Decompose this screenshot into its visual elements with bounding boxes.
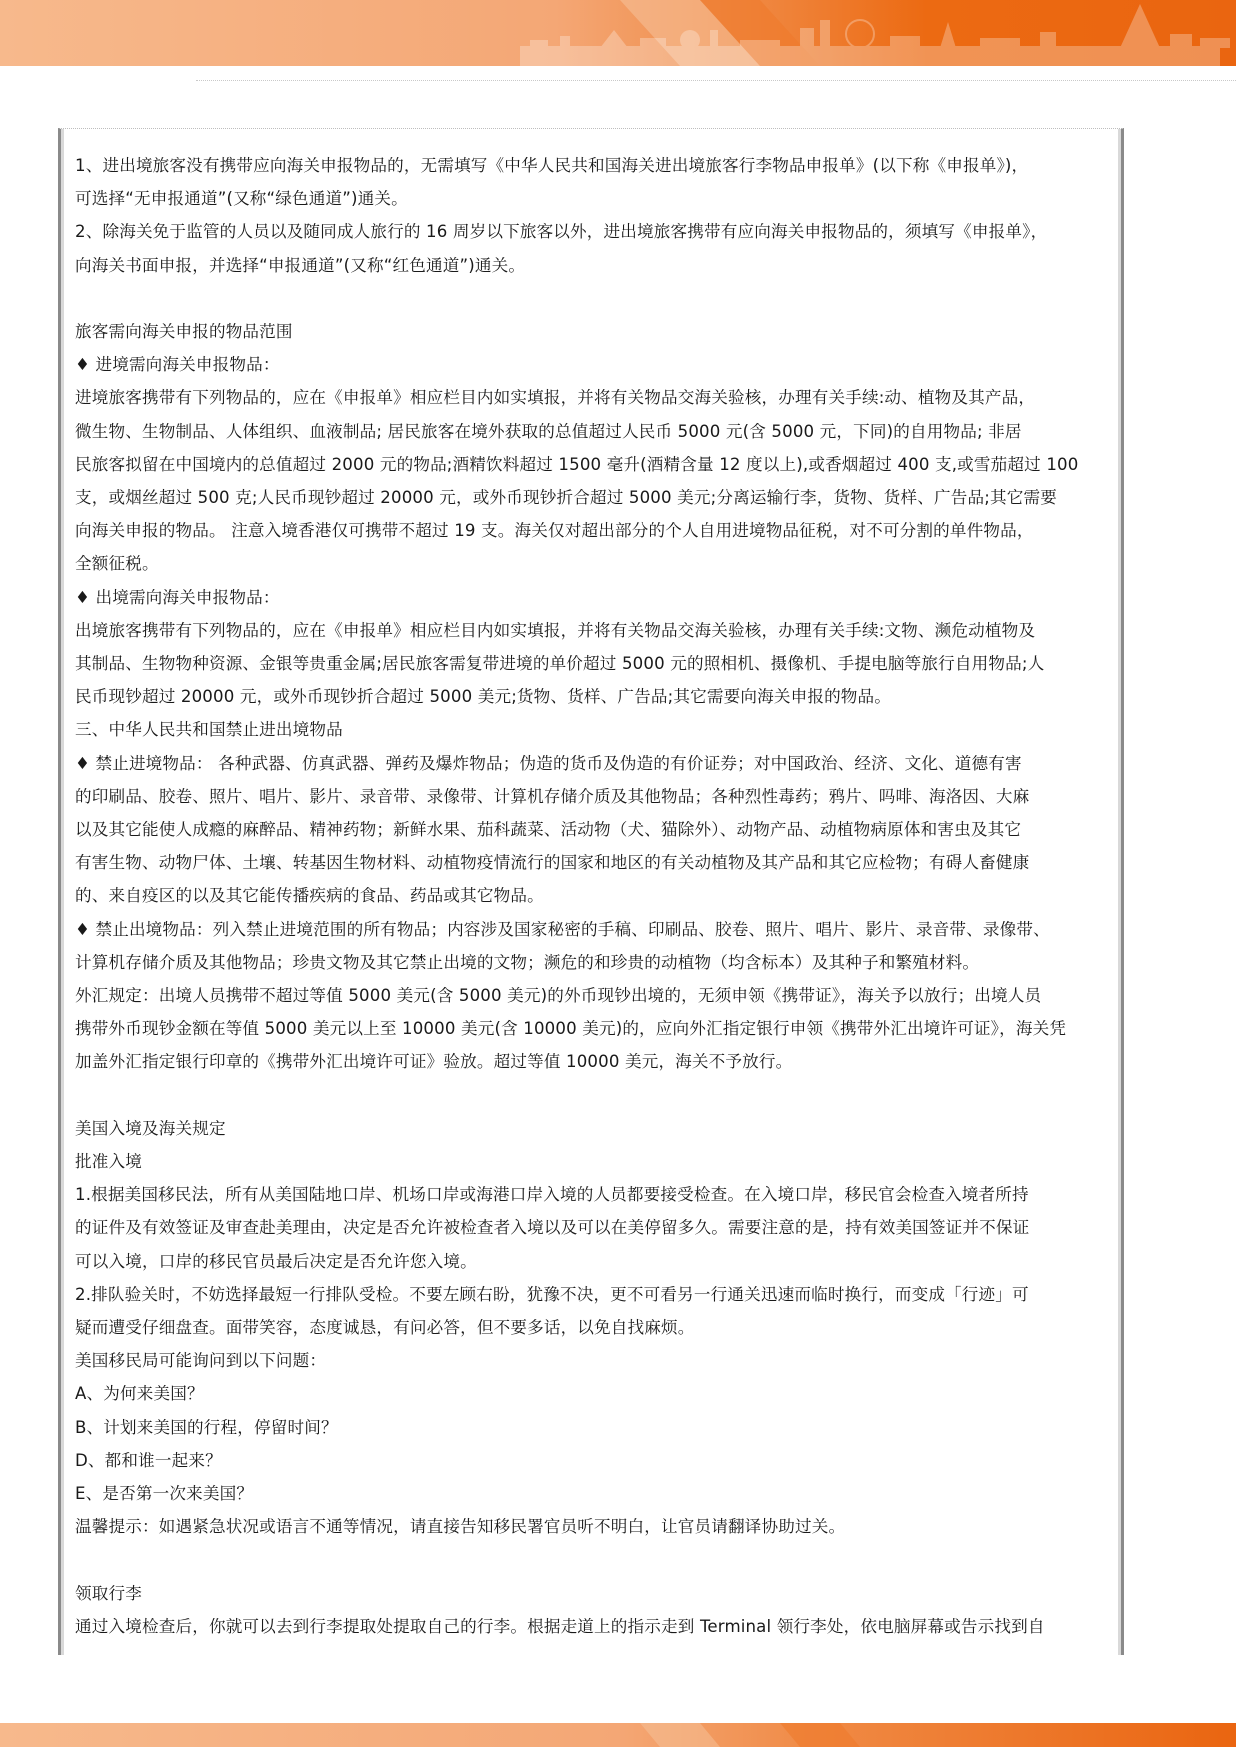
text-line: 有害生物、动物尸体、土壤、转基因生物材料、动植物疫情流行的国家和地区的有关动植物及其产品和其它应检物；有碍人畜健康 xyxy=(75,853,1030,873)
text-line: E、是否第一次来美国？ xyxy=(75,1484,254,1504)
text-line: 可选择“无申报通道”(又称“绿色通道”)通关。 xyxy=(75,189,408,209)
text-line: 1、进出境旅客没有携带应向海关申报物品的，无需填写《中华人民共和国海关进出境旅客行李物品申报单》(以下称《申报单》)， xyxy=(75,156,1029,175)
text-line: ♦ 进境需向海关申报物品： xyxy=(75,355,280,375)
text-line: 以及其它能使人成瘾的麻醉品、精神药物；新鲜水果、茄科蔬菜、活动物（犬、猫除外）、动物产品、动植物病原体和害虫及其它 xyxy=(75,820,1022,840)
text-line: 支，或烟丝超过 500 克;人民币现钞超过 20000 元，或外币现钞折合超过 5000 美元;分离运输行李，货物、货样、广告品;其它需要 xyxy=(75,488,1057,508)
header-divider xyxy=(196,80,1236,81)
text-line: 的、来自疫区的以及其它能传播疾病的食品、药品或其它物品。 xyxy=(75,886,544,906)
text-line: 携带外币现钞金额在等值 5000 美元以上至 10000 美元(含 10000 美元)的，应向外汇指定银行申领《携带外汇出境许可证》，海关凭 xyxy=(75,1019,1067,1039)
text-line: B、计划来美国的行程，停留时间？ xyxy=(75,1417,338,1437)
blank-line xyxy=(75,1544,1111,1577)
text-line: 向海关书面申报，并选择“申报通道”(又称“红色通道”)通关。 xyxy=(75,255,526,275)
text-line: A、为何来美国？ xyxy=(75,1384,204,1404)
text-line: 出境旅客携带有下列物品的，应在《申报单》相应栏目内如实填报，并将有关物品交海关验核，办理有关手续:文物、濒危动植物及 xyxy=(75,620,1036,640)
city-skyline-decoration xyxy=(0,0,1236,66)
text-line: 民币现钞超过 20000 元，或外币现钞折合超过 5000 美元;货物、货样、广告品;其它需要向海关申报的物品。 xyxy=(75,687,892,707)
text-line: 温馨提示：如遇紧急状况或语言不通等情况，请直接告知移民署官员听不明白，让官员请翻译协助过关。 xyxy=(75,1517,846,1537)
text-line: 可以入境，口岸的移民官员最后决定是否允许您入境。 xyxy=(75,1251,477,1271)
text-line: 微生物、生物制品、人体组织、血液制品; 居民旅客在境外获取的总值超过人民币 5000 元(含 5000 元，下同)的自用物品; 非居 xyxy=(75,421,1022,441)
text-line: 领取行李 xyxy=(75,1583,142,1603)
text-line: 通过入境检查后，你就可以去到行李提取处提取自己的行李。根据走道上的指示走到 Terminal 领行李处，依电脑屏幕或告示找到自 xyxy=(75,1616,1045,1636)
text-line: 2.排队验关时，不妨选择最短一行排队受检。不要左顾右盼，犹豫不决，更不可看另一行通关迅速而临时换行，而变成「行迹」可 xyxy=(75,1284,1029,1304)
text-line: 三、中华人民共和国禁止进出境物品 xyxy=(75,720,343,740)
text-line: ♦ 出境需向海关申报物品： xyxy=(75,587,280,607)
text-line: 其制品、生物物种资源、金银等贵重金属;居民旅客需复带进境的单价超过 5000 元的照相机、摄像机、手提电脑等旅行自用物品;人 xyxy=(75,654,1045,674)
text-line: 进境旅客携带有下列物品的，应在《申报单》相应栏目内如实填报，并将有关物品交海关验核，办理有关手续:动、植物及其产品， xyxy=(75,388,1036,408)
document-body xyxy=(61,129,1121,1643)
text-line: 批准入境 xyxy=(75,1152,142,1172)
text-line: 向海关申报的物品。 注意入境香港仅可携带不超过 19 支。海关仅对超出部分的个人自用进境物品征税，对不可分割的单件物品， xyxy=(75,521,1034,541)
text-line: 疑而遭受仔细盘查。面带笑容，态度诚恳，有问必答，但不要多话，以免自找麻烦。 xyxy=(75,1318,695,1338)
footer-decoration xyxy=(0,1723,1236,1747)
blank-line xyxy=(75,1079,1111,1112)
text-line: ♦ 禁止出境物品：列入禁止进境范围的所有物品；内容涉及国家秘密的手稿、印刷品、胶卷、照片、唱片、影片、录音带、录像带、 xyxy=(75,919,1050,939)
text-line: 外汇规定：出境人员携带不超过等值 5000 美元(含 5000 美元)的外币现钞出境的，无须申领《携带证》，海关予以放行；出境人员 xyxy=(75,986,1042,1006)
text-line: 美国入境及海关规定 xyxy=(75,1118,226,1138)
document-frame xyxy=(58,128,1124,1655)
text-line: 美国移民局可能询问到以下问题： xyxy=(75,1351,327,1371)
text-line: 加盖外汇指定银行印章的《携带外汇出境许可证》验放。超过等值 10000 美元，海关不予放行。 xyxy=(75,1052,793,1072)
text-line: 计算机存储介质及其他物品；珍贵文物及其它禁止出境的文物；濒危的和珍贵的动植物（均含标本）及其种子和繁殖材料。 xyxy=(75,952,980,972)
blank-line xyxy=(75,282,1111,315)
header-banner xyxy=(0,0,1236,66)
text-line: 2、除海关免于监管的人员以及随同成人旅行的 16 周岁以下旅客以外，进出境旅客携带有应向海关申报物品的，须填写《申报单》， xyxy=(75,222,1048,242)
text-line: 的证件及有效签证及审查赴美理由，决定是否允许被检查者入境以及可以在美停留多久。需要注意的是，持有效美国签证并不保证 xyxy=(75,1218,1030,1238)
text-line: 全额征税。 xyxy=(75,554,159,574)
text-line: 的印刷品、胶卷、照片、唱片、影片、录音带、录像带、计算机存储介质及其他物品；各种烈性毒药；鸦片、吗啡、海洛因、大麻 xyxy=(75,786,1030,806)
text-line: 民旅客拟留在中国境内的总值超过 2000 元的物品;酒精饮料超过 1500 毫升(酒精含量 12 度以上),或香烟超过 400 支,或雪茄超过 100 xyxy=(75,454,1079,474)
text-line: 旅客需向海关申报的物品范围 xyxy=(75,322,293,341)
text-line: D、都和谁一起来？ xyxy=(75,1450,222,1470)
footer-banner xyxy=(0,1723,1236,1747)
text-line: ♦ 禁止进境物品： 各种武器、仿真武器、弹药及爆炸物品；伪造的货币及伪造的有价证券；对中国政治、经济、文化、道德有害 xyxy=(75,753,1022,773)
text-line: 1.根据美国移民法，所有从美国陆地口岸、机场口岸或海港口岸入境的人员都要接受检查。在入境口岸，移民官会检查入境者所持 xyxy=(75,1185,1029,1205)
